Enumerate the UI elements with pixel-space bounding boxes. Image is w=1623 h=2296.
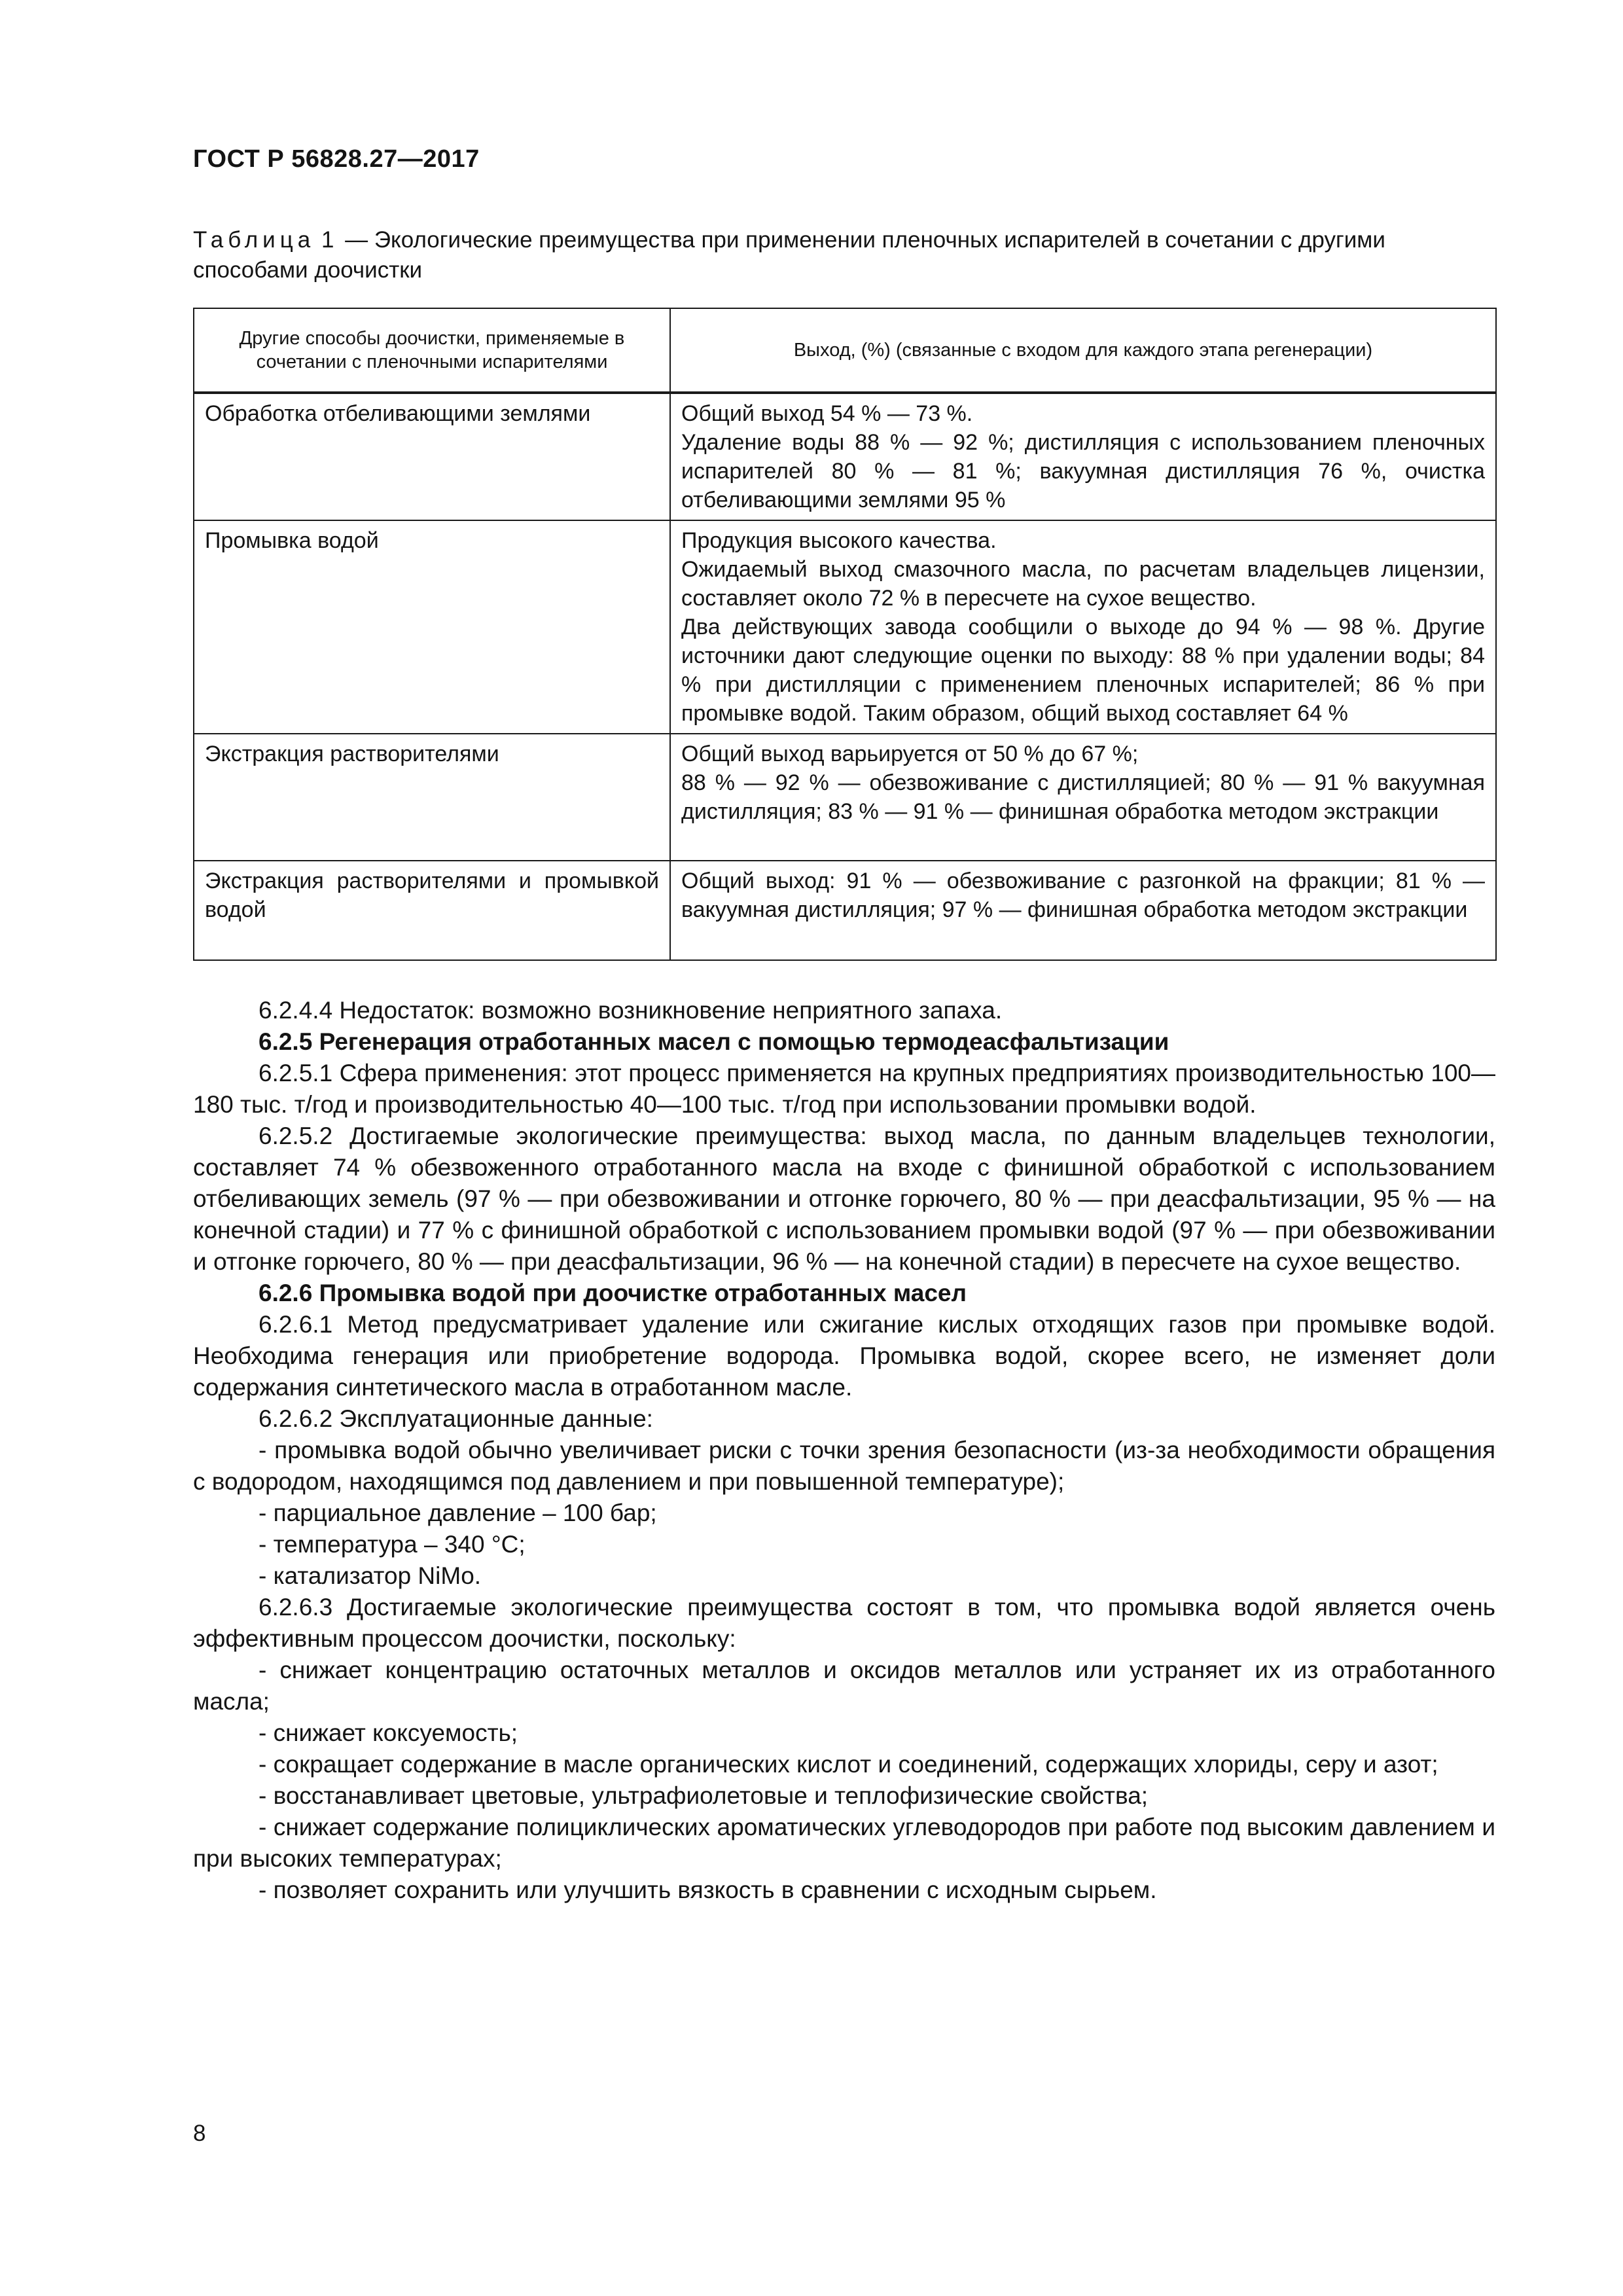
paragraph-6-2-4-4: 6.2.4.4 Недостаток: возможно возникновение неприятного запаха.	[259, 997, 1003, 1024]
column-header-method: Другие способы доочистки, применяемые в сочетании с пленочными испарителями	[194, 308, 670, 393]
list-item: - снижает коксуемость;	[259, 1719, 518, 1746]
section-heading-6-2-6: 6.2.6 Промывка водой при доочистке отработанных масел	[259, 1280, 967, 1306]
cell-line: Два действующих завода сообщили о выходе до 94 % — 98 %. Другие источники дают следующие оценки по выходу: 88 % при удалении воды; 84 % при дистилляции с применением пленочных испарителей; 86 % при промывке водой. Таким образом, общий выход составляет 64 %	[681, 615, 1485, 726]
table-row	[194, 734, 1496, 861]
list-item: - сокращает содержание в масле органических кислот и соединений, содержащих хлориды, серу и азот;	[259, 1751, 1438, 1778]
cell-line: 88 % — 92 % — обезвоживание с дистилляцией; 80 % — 91 % вакуумная дистилляция; 83 % — 91 % — финишная обработка методом экстракции	[681, 770, 1485, 824]
paragraph-6-2-6-1: 6.2.6.1 Метод предусматривает удаление или сжигание кислых отходящих газов при промывке водой. Необходима генерация или приобретение водорода. Промывка водой, скорее всего, не изменяет доли содержания синтетического масла в отработанном масле.	[193, 1311, 1495, 1401]
table-cell-method: Экстракция растворителями и промывкой водой	[194, 861, 670, 960]
table-caption-number: 1	[321, 227, 339, 253]
table-cell-method: Экстракция растворителями	[194, 734, 670, 861]
page-number: 8	[193, 2121, 206, 2146]
document-code-header: ГОСТ Р 56828.27—2017	[193, 145, 480, 173]
table-row	[194, 520, 1496, 734]
cell-line: Продукция высокого качества.	[681, 528, 997, 553]
list-item: - парциальное давление – 100 бар;	[259, 1499, 657, 1526]
table-row	[194, 861, 1496, 960]
table-header-row	[194, 308, 1496, 393]
list-item: - снижает концентрацию остаточных металлов и оксидов металлов или устраняет их из отработанного масла;	[193, 1657, 1495, 1715]
body-text	[193, 995, 1495, 1906]
paragraph-6-2-5-2: 6.2.5.2 Достигаемые экологические преимущества: выход масла, по данным владельцев технологии, составляет 74 % обезвоженного отработанного масла на входе с финишной обработкой с использованием отбеливающих земель (97 % — при обезвоживании и отгонке горючего, 80 % — при деасфальтизации, 95 % — на конечной стадии) и 77 % с финишной обработкой с использованием промывки водой (97 % — при обезвоживании и отгонке горючего, 80 % — при деасфальтизации, 96 % — на конечной стадии) в пересчете на сухое вещество.	[193, 1122, 1495, 1275]
table-caption-label: Таблица	[193, 227, 315, 253]
list-item: - снижает содержание полициклических ароматических углеводородов при работе под высоким давлением и при высоких температурах;	[193, 1814, 1495, 1872]
table-row	[194, 393, 1496, 520]
benefits-table	[193, 308, 1497, 961]
cell-line: Удаление воды 88 % — 92 %; дистилляция с использованием пленочных испарителей 80 % — 81 %; вакуумная дистилляция 76 %, очистка отбеливающими землями 95 %	[681, 430, 1485, 512]
cell-line: Ожидаемый выход смазочного масла, по расчетам владельцев лицензии, составляет около 72 % в пересчете на сухое вещество.	[681, 557, 1485, 611]
cell-line: Общий выход: 91 % — обезвоживание с разгонкой на фракции; 81 % — вакуумная дистилляция; 97 % — финишная обработка методом экстракции	[681, 869, 1485, 922]
table-cell-yield	[670, 520, 1496, 734]
cell-line: Общий выход 54 % — 73 %.	[681, 401, 973, 426]
table-cell-yield	[670, 393, 1496, 520]
list-item: - катализатор NiMo.	[259, 1562, 482, 1589]
table-cell-method: Промывка водой	[194, 520, 670, 734]
table-cell-method: Обработка отбеливающими землями	[194, 393, 670, 520]
list-item: - восстанавливает цветовые, ультрафиолетовые и теплофизические свойства;	[259, 1782, 1149, 1809]
section-heading-6-2-5: 6.2.5 Регенерация отработанных масел с помощью термодеасфальтизации	[259, 1028, 1169, 1055]
column-header-yield: Выход, (%) (связанные с входом для каждого этапа регенерации)	[670, 308, 1496, 393]
list-item: - температура – 340 °С;	[259, 1531, 526, 1558]
table-cell-yield	[670, 734, 1496, 861]
table-caption	[193, 225, 1495, 285]
list-item: - промывка водой обычно увеличивает риски с точки зрения безопасности (из-за необходимости обращения с водородом, находящимся под давлением и при повышенной температуре);	[193, 1437, 1495, 1495]
table-caption-title: — Экологические преимущества при применении пленочных испарителей в сочетании с другими способами доочистки	[193, 227, 1385, 283]
table-cell-yield	[670, 861, 1496, 960]
paragraph-6-2-5-1: 6.2.5.1 Сфера применения: этот процесс применяется на крупных предприятиях производительностью 100—180 тыс. т/год и производительностью 40—100 тыс. т/год при использовании промывки водой.	[193, 1060, 1495, 1118]
paragraph-6-2-6-2: 6.2.6.2 Эксплуатационные данные:	[259, 1405, 653, 1432]
cell-line: Общий выход варьируется от 50 % до 67 %;	[681, 742, 1139, 766]
paragraph-6-2-6-3: 6.2.6.3 Достигаемые экологические преимущества состоят в том, что промывка водой является очень эффективным процессом доочистки, поскольку:	[193, 1594, 1495, 1652]
list-item: - позволяет сохранить или улучшить вязкость в сравнении с исходным сырьем.	[259, 1876, 1157, 1903]
